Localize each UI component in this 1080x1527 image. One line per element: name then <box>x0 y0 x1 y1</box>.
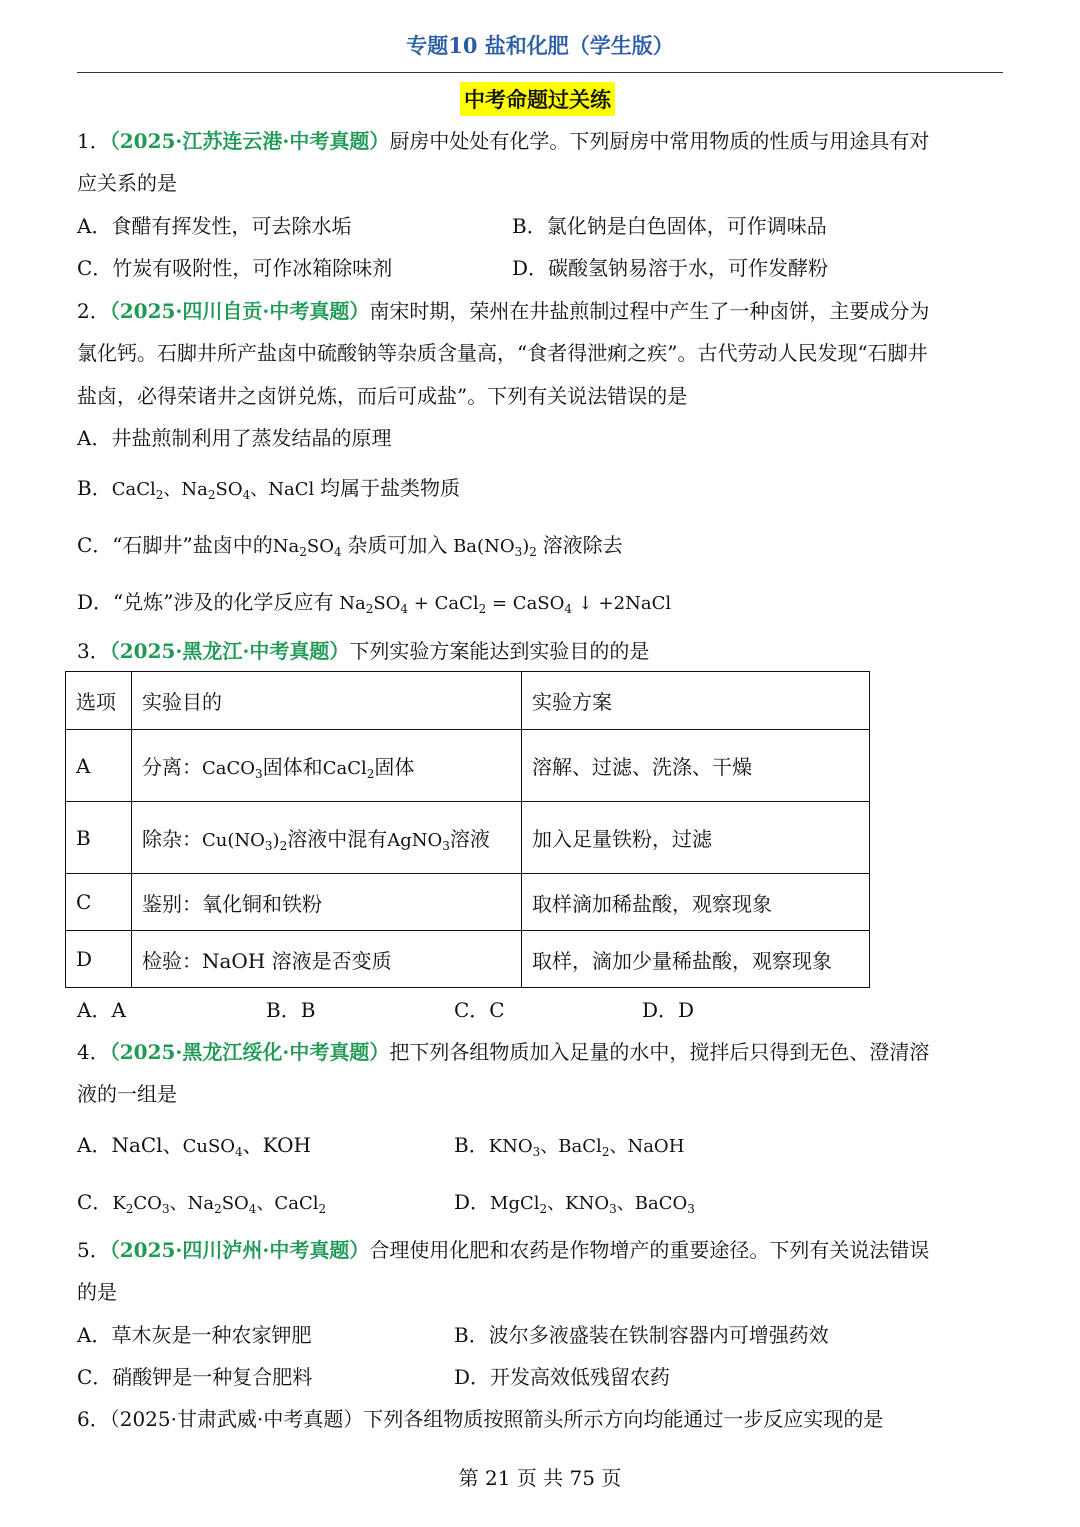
q1-stem: 厨房中处处有化学。下列厨房中常用物质的性质与用途具有对 <box>389 129 930 153</box>
q2-stem-line3: 盐卤，必得荣诸井之卤饼兑炼，而后可成盐”。下列有关说法错误的是 <box>77 384 688 408</box>
q5-option-d: D．开发高效低残留农药 <box>454 1365 671 1389</box>
table-header-cell: 实验方案 <box>522 672 870 730</box>
q4-stem-line2: 液的一组是 <box>77 1082 177 1106</box>
q1-number: 1． <box>77 129 110 153</box>
q3-choice-b: B．B <box>266 998 316 1022</box>
q1-stem-line1 <box>77 127 929 155</box>
q3-source: （2025·黑龙江·中考真题） <box>109 639 350 663</box>
q4-option-a: A．NaCl、CuSO$_4$、KOH <box>77 1133 311 1159</box>
q6-source: （2025·甘肃武威·中考真题） <box>109 1407 364 1431</box>
q3-stem: 3．（2025·黑龙江·中考真题）下列实验方案能达到实验目的的是 <box>77 639 650 663</box>
q5-stem-line2: 的是 <box>77 1280 117 1304</box>
q6-stem: 6．（2025·甘肃武威·中考真题）下列各组物质按照箭头所示方向均能通过一步反应实现的是 <box>77 1407 884 1431</box>
q2-source: （2025·四川自贡·中考真题） <box>109 299 370 323</box>
q5-option-c: C．硝酸钾是一种复合肥料 <box>77 1365 313 1389</box>
q3-number: 3． <box>77 639 110 663</box>
q5-option-b: B．波尔多液盛装在铁制容器内可增强药效 <box>454 1323 829 1347</box>
q5-number: 5． <box>77 1238 110 1262</box>
q3-table <box>65 671 870 988</box>
q2-option-b: B．CaCl$_2$、$Na_2SO_4$、NaCl 均属于盐类物质 <box>77 476 460 502</box>
q1-option-b: B．氯化钠是白色固体，可作调味品 <box>512 214 827 238</box>
q1-option-c: C．竹炭有吸附性，可作冰箱除味剂 <box>77 256 393 280</box>
q1-option-d: D．碳酸氢钠易溶于水，可作发酵粉 <box>512 256 829 280</box>
q2-c-formula-1: $Na_2SO_4$ <box>272 536 342 559</box>
table-row: D 检验：NaOH 溶液是否变质 取样，滴加少量稀盐酸，观察现象 <box>66 931 870 988</box>
table-row: C 鉴别：氧化铜和铁粉 取样滴加稀盐酸，观察现象 <box>66 874 870 931</box>
q3-choice-d: D．D <box>642 998 695 1022</box>
table-header-cell: 实验目的 <box>132 672 522 730</box>
table-row: B 除杂：$Cu(NO_3)_2$溶液中混有AgNO$_3$溶液 加入足量铁粉，过滤 <box>66 802 870 874</box>
table-header-row <box>66 672 870 730</box>
q2-option-a: A．井盐煎制利用了蒸发结晶的原理 <box>77 426 392 450</box>
q2-d-equation: $Na_2SO_4$ + CaCl$_2$ = CaSO$_4$ ↓ +2NaCl <box>333 593 672 616</box>
q2-option-d: D．“兑炼”涉及的化学反应有 $Na_2SO_4$ + CaCl$_2$ = CaSO$_4$ ↓ +2NaCl <box>77 590 672 616</box>
page-number: 第 21 页 共 75 页 <box>458 1466 622 1490</box>
q2-stem-line1 <box>77 297 929 325</box>
q6-number: 6． <box>77 1407 110 1431</box>
q1-source: （2025·江苏连云港·中考真题） <box>109 129 390 153</box>
q2-b-formulas: CaCl$_2$、$Na_2SO_4$、NaCl <box>111 479 320 502</box>
q5-option-a: A．草木灰是一种农家钾肥 <box>77 1323 312 1347</box>
q4-option-c: C．$K_2CO_3$、$Na_2SO_4$、CaCl$_2$ <box>77 1190 327 1216</box>
q2-stem-line2: 氯化钙。石脚井所产盐卤中硫酸钠等杂质含量高，“食者得泄痢之疾”。古代劳动人民发现“石脚井 <box>77 341 928 365</box>
table-row: A 分离：CaCO$_3$固体和CaCl$_2$固体 溶解、过滤、洗涤、干燥 <box>66 730 870 802</box>
q2-option-c: C．“石脚井”盐卤中的$Na_2SO_4$ 杂质可加入 $Ba(NO_3)_2$ 溶液除去 <box>77 533 623 559</box>
header-divider <box>77 72 1003 73</box>
q1-option-a: A．食醋有挥发性，可去除水垢 <box>77 214 352 238</box>
q2-number: 2． <box>77 299 110 323</box>
q5-stem-line1: 5．（2025·四川泸州·中考真题）合理使用化肥和农药是作物增产的重要途径。下列有关说法错误 <box>77 1238 930 1262</box>
page-header-title: 专题10 盐和化肥（学生版） <box>406 33 674 58</box>
q4-source: （2025·黑龙江绥化·中考真题） <box>109 1040 390 1064</box>
q4-option-d: D．MgCl$_2$、$KNO_3$、BaCO$_3$ <box>454 1190 695 1216</box>
q2-stem: 南宋时期，荣州在井盐煎制过程中产生了一种卤饼，主要成分为 <box>369 299 930 323</box>
q3-choice-a: A．A <box>77 998 126 1022</box>
q4-stem-line1: 4．（2025·黑龙江绥化·中考真题）把下列各组物质加入足量的水中，搅拌后只得到无色、澄清溶 <box>77 1040 930 1064</box>
q2-c-formula-2: $Ba(NO_3)_2$ <box>447 536 537 559</box>
q5-source: （2025·四川泸州·中考真题） <box>109 1238 370 1262</box>
table-header-cell: 选项 <box>66 672 132 730</box>
q3-choice-c: C．C <box>454 998 505 1022</box>
q1-stem-line2: 应关系的是 <box>77 171 177 195</box>
q4-option-b: B．$KNO_3$、BaCl$_2$、NaOH <box>454 1133 685 1159</box>
q4-number: 4． <box>77 1040 110 1064</box>
section-title: 中考命题过关练 <box>460 82 615 116</box>
